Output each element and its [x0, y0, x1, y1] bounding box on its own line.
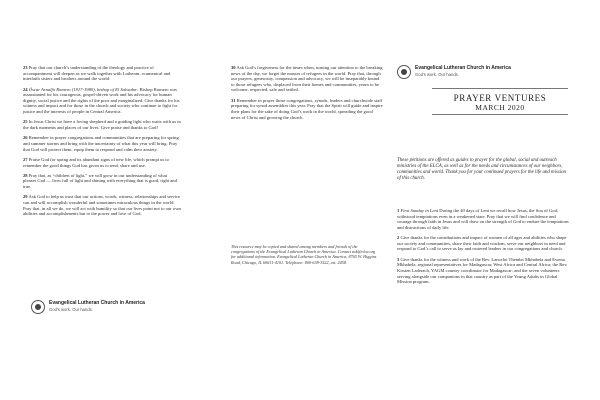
elca-logo-bottom: [31, 300, 145, 314]
petition: 23 Pray that our church’s understanding of the theology and practice of accompaniment will deepen as we walk together with Lutheran, ecumenical and interfaith sisters and brothers around the world.: [23, 65, 171, 82]
petition: 25 In Jesus Christ we have a loving shepherd and a guiding light who waits with us in the dark moments and places of our lives. Give praise and thanks to God!: [23, 119, 181, 130]
right-panel-petitions: [397, 208, 569, 290]
petition: 2 Give thanks for the contributions and impact of women of all ages and abilities who shape our society and communities, share their faith and wisdom, serve our neighbors in need and respond to God’s call to serve as lay and rostered leaders in our congregations and church.: [397, 235, 567, 252]
logo-name: Evangelical Lutheran Church in America: [49, 300, 145, 306]
petition: 28 Pray that, as “children of light,” we will grow in our understanding of what pleases God — lives full of light and shining with everything that is good, right and true.: [23, 172, 177, 190]
petition: 29 Ask God to help us trust that our actions, words, witness, relationships and service can and will accomplish wonderful and sometimes miraculous things in the world. Pray that, in all we do, we will act with humility so that our lives point not to our own abilities and accomplishments but to the power and love of God.: [23, 194, 181, 217]
middle-panel-petitions: [231, 65, 383, 125]
logo-tagline: God’s work. Our hands.: [49, 307, 93, 312]
logo-name: Evangelical Lutheran Church in America: [415, 65, 511, 71]
page-subtitle: MARCH 2020: [475, 103, 525, 112]
petition: 31 Remember in prayer those congregations, synods, leaders and churchwide staff preparing for synod assemblies this year. Pray that the Spirit will guide and inspire their plans for the sake of doing God’s work in the world, spreading the good news of Christ and growing the church.: [231, 97, 383, 120]
logo-tagline: God’s work. Our hands.: [415, 72, 459, 77]
intro-paragraph: These petitions are offered as guides to prayer for the global, social and outreach ministries of the ELCA, as well as for the needs and circumstances of our neighbors, communities and world. Thank you for your continued prayers for the life and mission of this church.: [397, 158, 566, 181]
right-panel: [397, 0, 600, 400]
elca-cross-icon: [31, 300, 45, 314]
petition: 27 Praise God for spring and its abundant signs of new life, which prompt us to remember the good things God has given us to tend, share and use.: [23, 156, 169, 168]
logo-text: [49, 300, 145, 312]
left-panel-petitions: [23, 65, 181, 222]
page-title: PRAYER VENTURES: [453, 93, 547, 103]
petition: 24 Óscar Arnulfo Romero (1917-1980), bishop of El Salvador: Bishop Romero was assassinated for his courageous, gospel-driven work and his advocacy for human dignity, social justice and the rights of the poor and marginalized. Give thanks for his witness and impact and for those in the church and society who continue to fight for justice and the interests of people in Central America.: [23, 86, 180, 114]
copyright-notice: This resource may be copied and shared among members and friends of the congregations of the Evangelical Lutheran Church in America. Contact ask@elca.org for additional information. Evangelical Lutheran Church in America, 8765 W. Higgins Road, Chicago, IL 60631-4101. Telephone: 800-638-3522, ext. 2458.: [231, 244, 377, 265]
middle-panel: [200, 0, 400, 400]
petition: 3 Give thanks for the witness and work of the Rev. Lancelot Thembo Mkhabela and Ewena Mkhabela, regional representatives for Madagascar, West Africa and Central Africa; the Rev. Kirsten Laderach, YAGM country coordinator for Madagascar; and the seven volunteers serving alongside our companions in that country as part of the Young Adults in Global Mission program.: [397, 256, 568, 285]
left-panel: [0, 0, 200, 400]
petition: 30 Ask God’s forgiveness for the times when, turning our attention to the breaking news of the day, we forget the masses of refugees in the world. Pray that, through our prayers, generosity, compassion and advocacy, we will be inseparably bound to those refugees who, displaced from their homes and communities, yearn to be welcome, respected, safe and settled.: [231, 65, 383, 93]
petition: 1 First Sunday in Lent During the 40 days of Lent we recall how Jesus, the Son of God, withstood temptations even in a weakened state. Pray that we will find confidence and courage through faith in Jesus and will draw on the strength of God to endure the temptations and distractions of daily life.: [397, 208, 569, 230]
petition: 26 Remember in prayer congregations and communities that are preparing for spring and summer storms and bring with the uncertainty of what this year will bring. Pray that God will protect them, equip them to respond and calm their anxiety.: [23, 135, 179, 152]
